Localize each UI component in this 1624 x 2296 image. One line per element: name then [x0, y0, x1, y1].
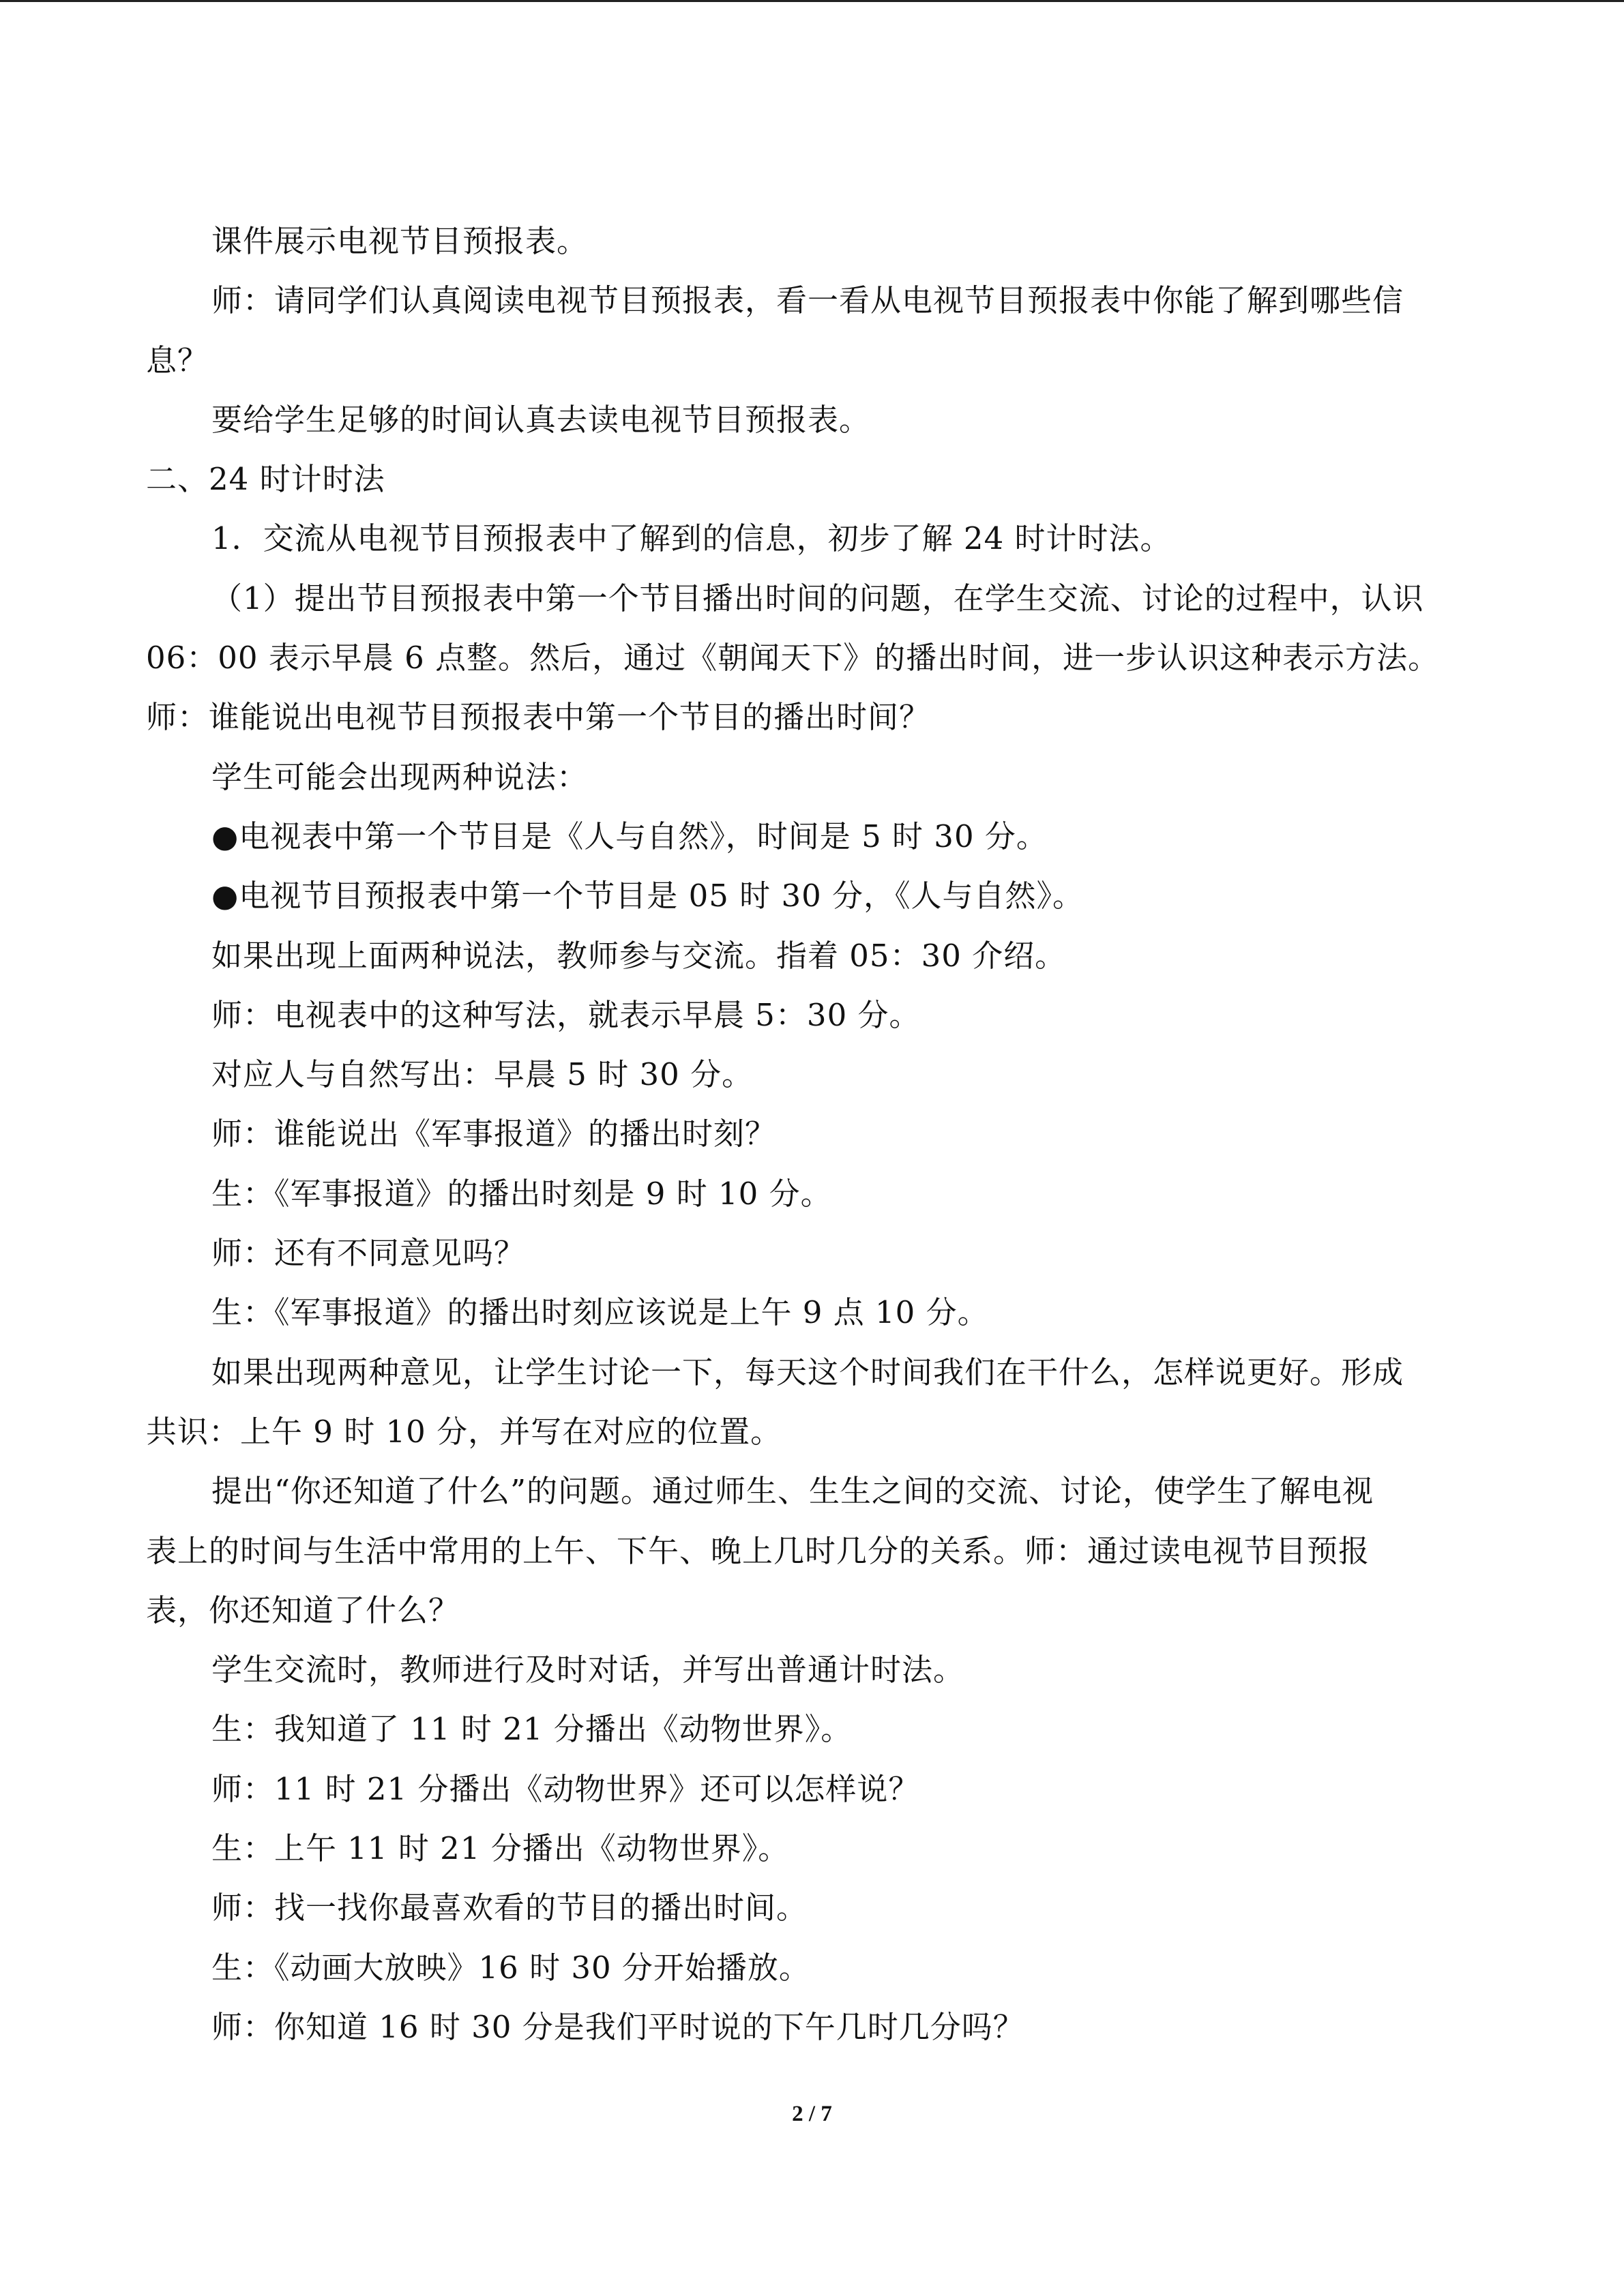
paragraph-line: 生：《动画大放映》16 时 30 分开始播放。: [211, 1949, 810, 1986]
bullet-item: ●电视表中第一个节目是《人与自然》，时间是 5 时 30 分。: [211, 818, 1048, 854]
paragraph-line: 师：找一找你最喜欢看的节目的播出时间。: [211, 1890, 808, 1926]
paragraph-line: 师：电视表中的这种写法，就表示早晨 5：30 分。: [211, 996, 921, 1033]
paragraph-line: 表，你还知道了什么？: [146, 1592, 460, 1628]
paragraph-line: 师：请同学们认真阅读电视节目预报表，看一看从电视节目预报表中你能了解到哪些信: [211, 282, 1404, 319]
paragraph-line: 06：00 表示早晨 6 点整。然后，通过《朝闻天下》的播出时间，进一步认识这种表示方法。: [146, 640, 1440, 676]
paragraph-line: 师：谁能说出《军事报道》的播出时刻？: [211, 1116, 777, 1152]
paragraph-line: 课件展示电视节目预报表。: [211, 223, 589, 259]
top-border-rule: [0, 0, 1624, 2]
paragraph-line: 师：谁能说出电视节目预报表中第一个节目的播出时间？: [146, 699, 931, 736]
paragraph-line: 如果出现上面两种说法，教师参与交流。指着 05：30 介绍。: [211, 937, 1067, 974]
paragraph-line: 师：你知道 16 时 30 分是我们平时说的下午几时几分吗？: [211, 2008, 1024, 2045]
paragraph-line: 师：11 时 21 分播出《动物世界》还可以怎样说？: [211, 1770, 920, 1807]
page-number: 2 / 7: [792, 2102, 832, 2126]
paragraph-line: （1）提出节目预报表中第一个节目播出时间的问题，在学生交流、讨论的过程中，认识: [211, 580, 1424, 616]
bullet-item: ●电视节目预报表中第一个节目是 05 时 30 分，《人与自然》。: [211, 878, 1084, 914]
paragraph-line: 提出“你还知道了什么”的问题。通过师生、生生之间的交流、讨论，使学生了解电视: [211, 1473, 1374, 1510]
paragraph-line: 1．交流从电视节目预报表中了解到的信息，初步了解 24 时计时法。: [211, 520, 1172, 557]
paragraph-line: 学生交流时，教师进行及时对话，并写出普通计时法。: [211, 1652, 965, 1688]
paragraph-line: 生：《军事报道》的播出时刻应该说是上午 9 点 10 分。: [211, 1294, 989, 1331]
paragraph-line: 师：还有不同意见吗？: [211, 1235, 526, 1272]
paragraph-line: 学生可能会出现两种说法：: [211, 758, 589, 795]
paragraph-line: 如果出现两种意见，让学生讨论一下，每天这个时间我们在干什么，怎样说更好。形成: [211, 1354, 1404, 1390]
paragraph-line: 共识：上午 9 时 10 分，并写在对应的位置。: [146, 1413, 782, 1450]
paragraph-line: 息？: [146, 342, 209, 378]
paragraph-line: 生：上午 11 时 21 分播出《动物世界》。: [211, 1830, 790, 1867]
paragraph-line: 生：我知道了 11 时 21 分播出《动物世界》。: [211, 1711, 853, 1748]
paragraph-line: 生：《军事报道》的播出时刻是 9 时 10 分。: [211, 1175, 832, 1212]
paragraph-line: 表上的时间与生活中常用的上午、下午、晚上几时几分的关系。师：通过读电视节目预报: [146, 1532, 1370, 1569]
paragraph-line: 要给学生足够的时间认真去读电视节目预报表。: [211, 401, 871, 438]
document-body: [146, 211, 1469, 2057]
paragraph-line: 对应人与自然写出：早晨 5 时 30 分。: [211, 1056, 754, 1093]
section-heading: 二、24 时计时法: [146, 461, 385, 498]
